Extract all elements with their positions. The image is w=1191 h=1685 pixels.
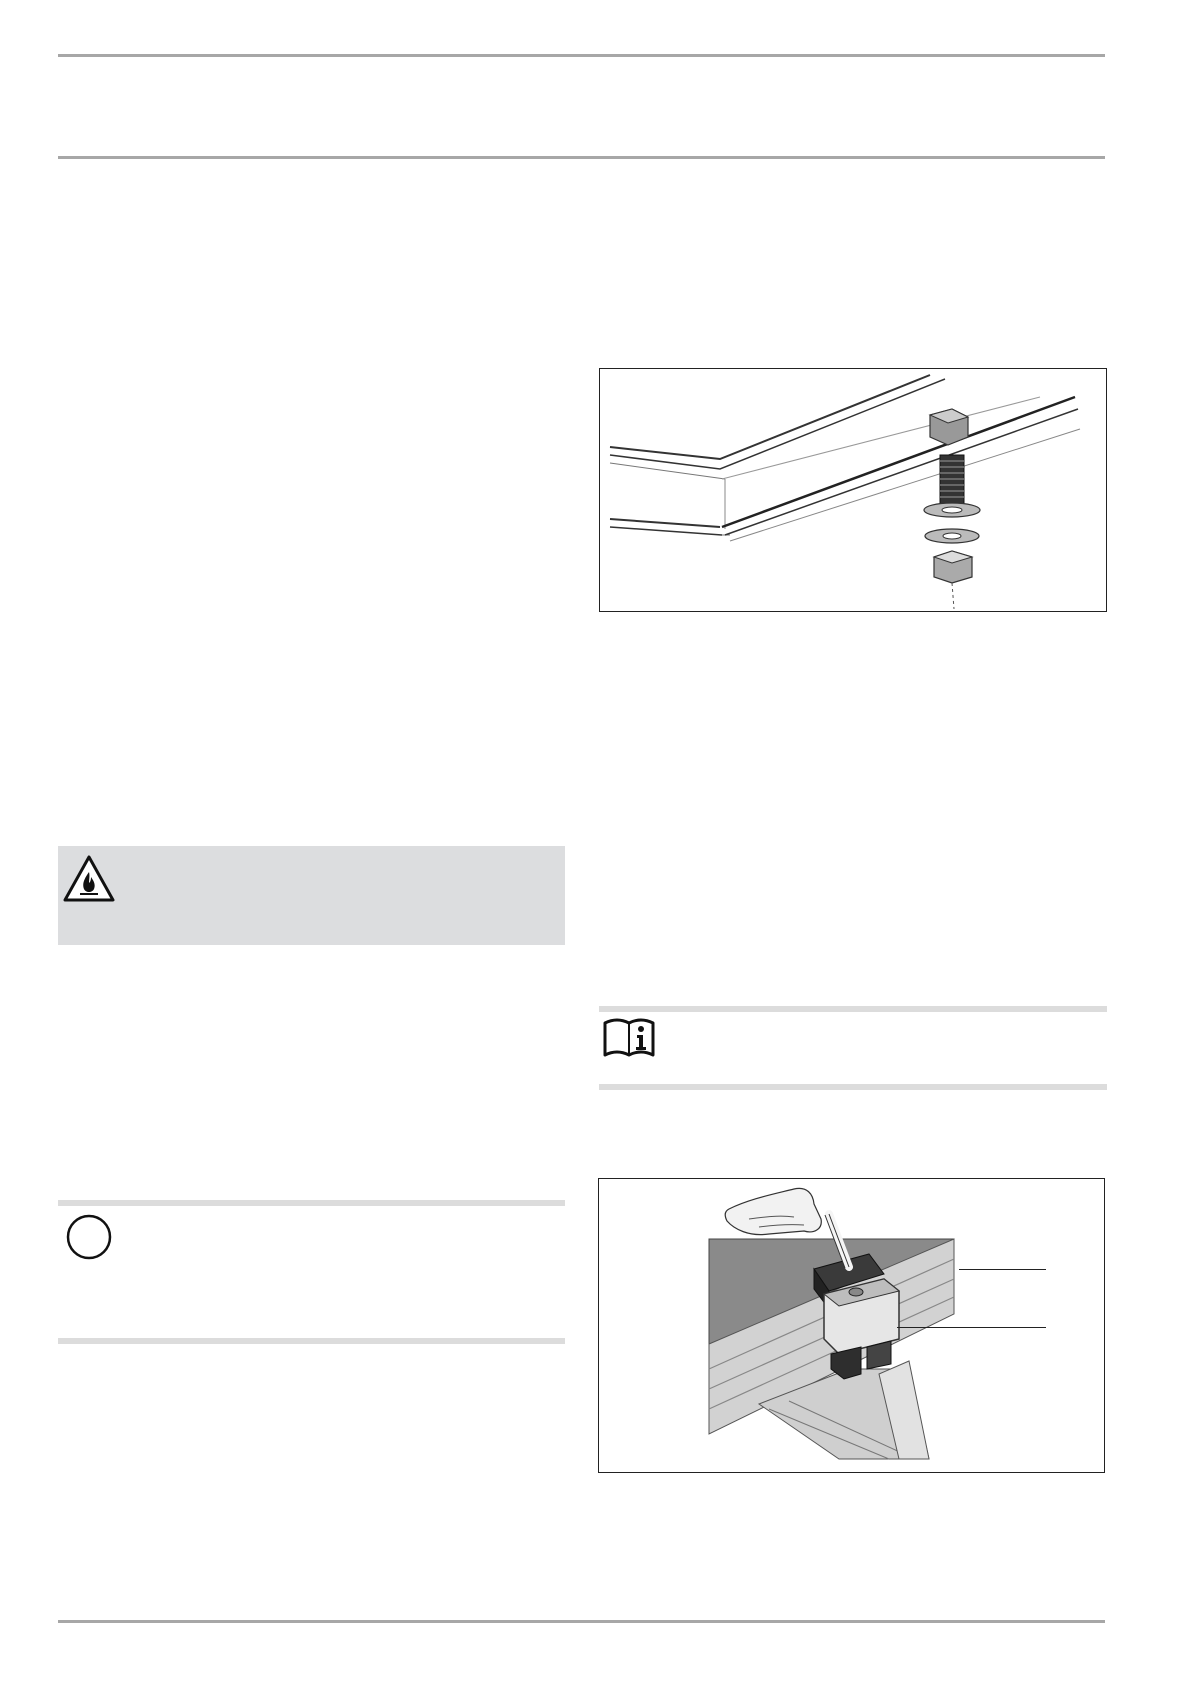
header-rule-top — [58, 54, 1105, 57]
leader-line-clamp — [897, 1327, 1046, 1328]
bottom-nut-shape — [934, 551, 972, 583]
leader-line-rail — [959, 1269, 1046, 1270]
figure-clamp-tightening — [598, 1178, 1105, 1473]
info-note-top-bar — [599, 1006, 1107, 1012]
beam-mounting-illustration — [600, 369, 1106, 611]
footer-rule — [58, 1620, 1105, 1623]
note-bottom-bar — [58, 1338, 565, 1344]
info-note-bottom-bar — [599, 1084, 1107, 1090]
figure-beam-mounting — [599, 368, 1107, 612]
clamp-tightening-illustration — [599, 1179, 1104, 1472]
warning-box — [58, 846, 565, 945]
flammable-warning-icon — [62, 854, 116, 904]
threaded-rod-shape — [940, 455, 964, 505]
top-nut-shape — [930, 409, 968, 445]
note-top-bar — [58, 1200, 565, 1206]
header-rule-bottom — [58, 156, 1105, 159]
read-manual-info-icon — [601, 1017, 659, 1059]
note-circle-icon — [65, 1213, 113, 1261]
